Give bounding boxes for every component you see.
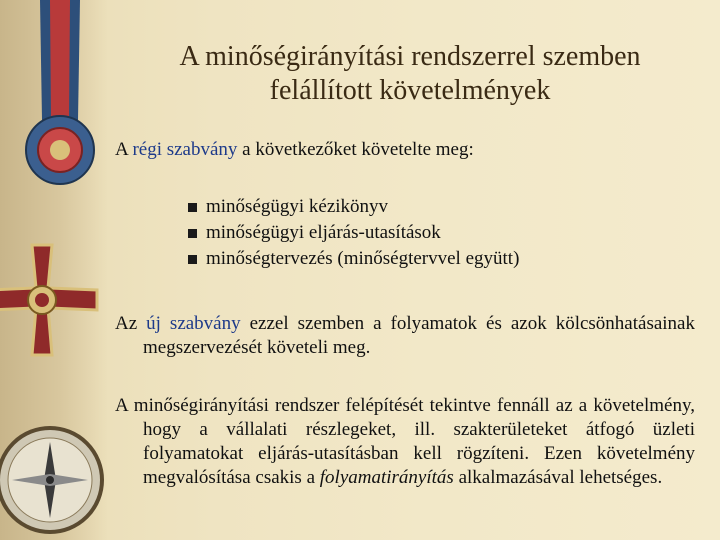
new-standard-highlight: új szabvány	[146, 313, 241, 334]
p2-text-before: Az	[115, 313, 147, 334]
intro-text-before: A	[115, 139, 133, 160]
intro-text-after: a következőket követelte meg:	[237, 139, 474, 160]
list-item: minőségügyi kézikönyv	[188, 194, 519, 220]
old-standard-highlight: régi szabvány	[132, 139, 238, 160]
slide-title	[110, 40, 710, 108]
ribbon-medal-icon	[0, 0, 108, 260]
list-item: minőségügyi eljárás-utasítások	[188, 220, 519, 246]
system-structure-paragraph	[115, 394, 695, 490]
list-item: minőségtervezés (minőségtervvel együtt)	[188, 246, 519, 272]
title-line-2: felállított követelmények	[269, 75, 551, 106]
compass-icon	[0, 410, 108, 540]
intro-paragraph	[115, 138, 695, 162]
new-standard-paragraph	[115, 312, 695, 360]
p3-text-after: alkalmazásával lehetséges.	[453, 467, 663, 488]
decorative-strip	[0, 0, 108, 540]
p3-text-before: A minőségirányítási rendszer felépítését tekintve fennáll az a követelmény, hogy a vállalati részlegeket, ill. szakterületeket átfogó üzleti folyamatokat eljárás-utasításban kell rögzíteni. Ezen követelmény megvalósítása csakis a	[115, 395, 695, 488]
process-management-italic: folyamatirányítás	[319, 467, 454, 488]
title-line-1: A minőségirányítási rendszerrel szemben	[179, 41, 641, 72]
cross-medal-icon	[0, 230, 108, 380]
requirements-list	[188, 194, 519, 272]
p2-text-after: ezzel szemben a folyamatok és azok kölcsönhatásainak megszervezését követeli meg.	[143, 313, 695, 358]
